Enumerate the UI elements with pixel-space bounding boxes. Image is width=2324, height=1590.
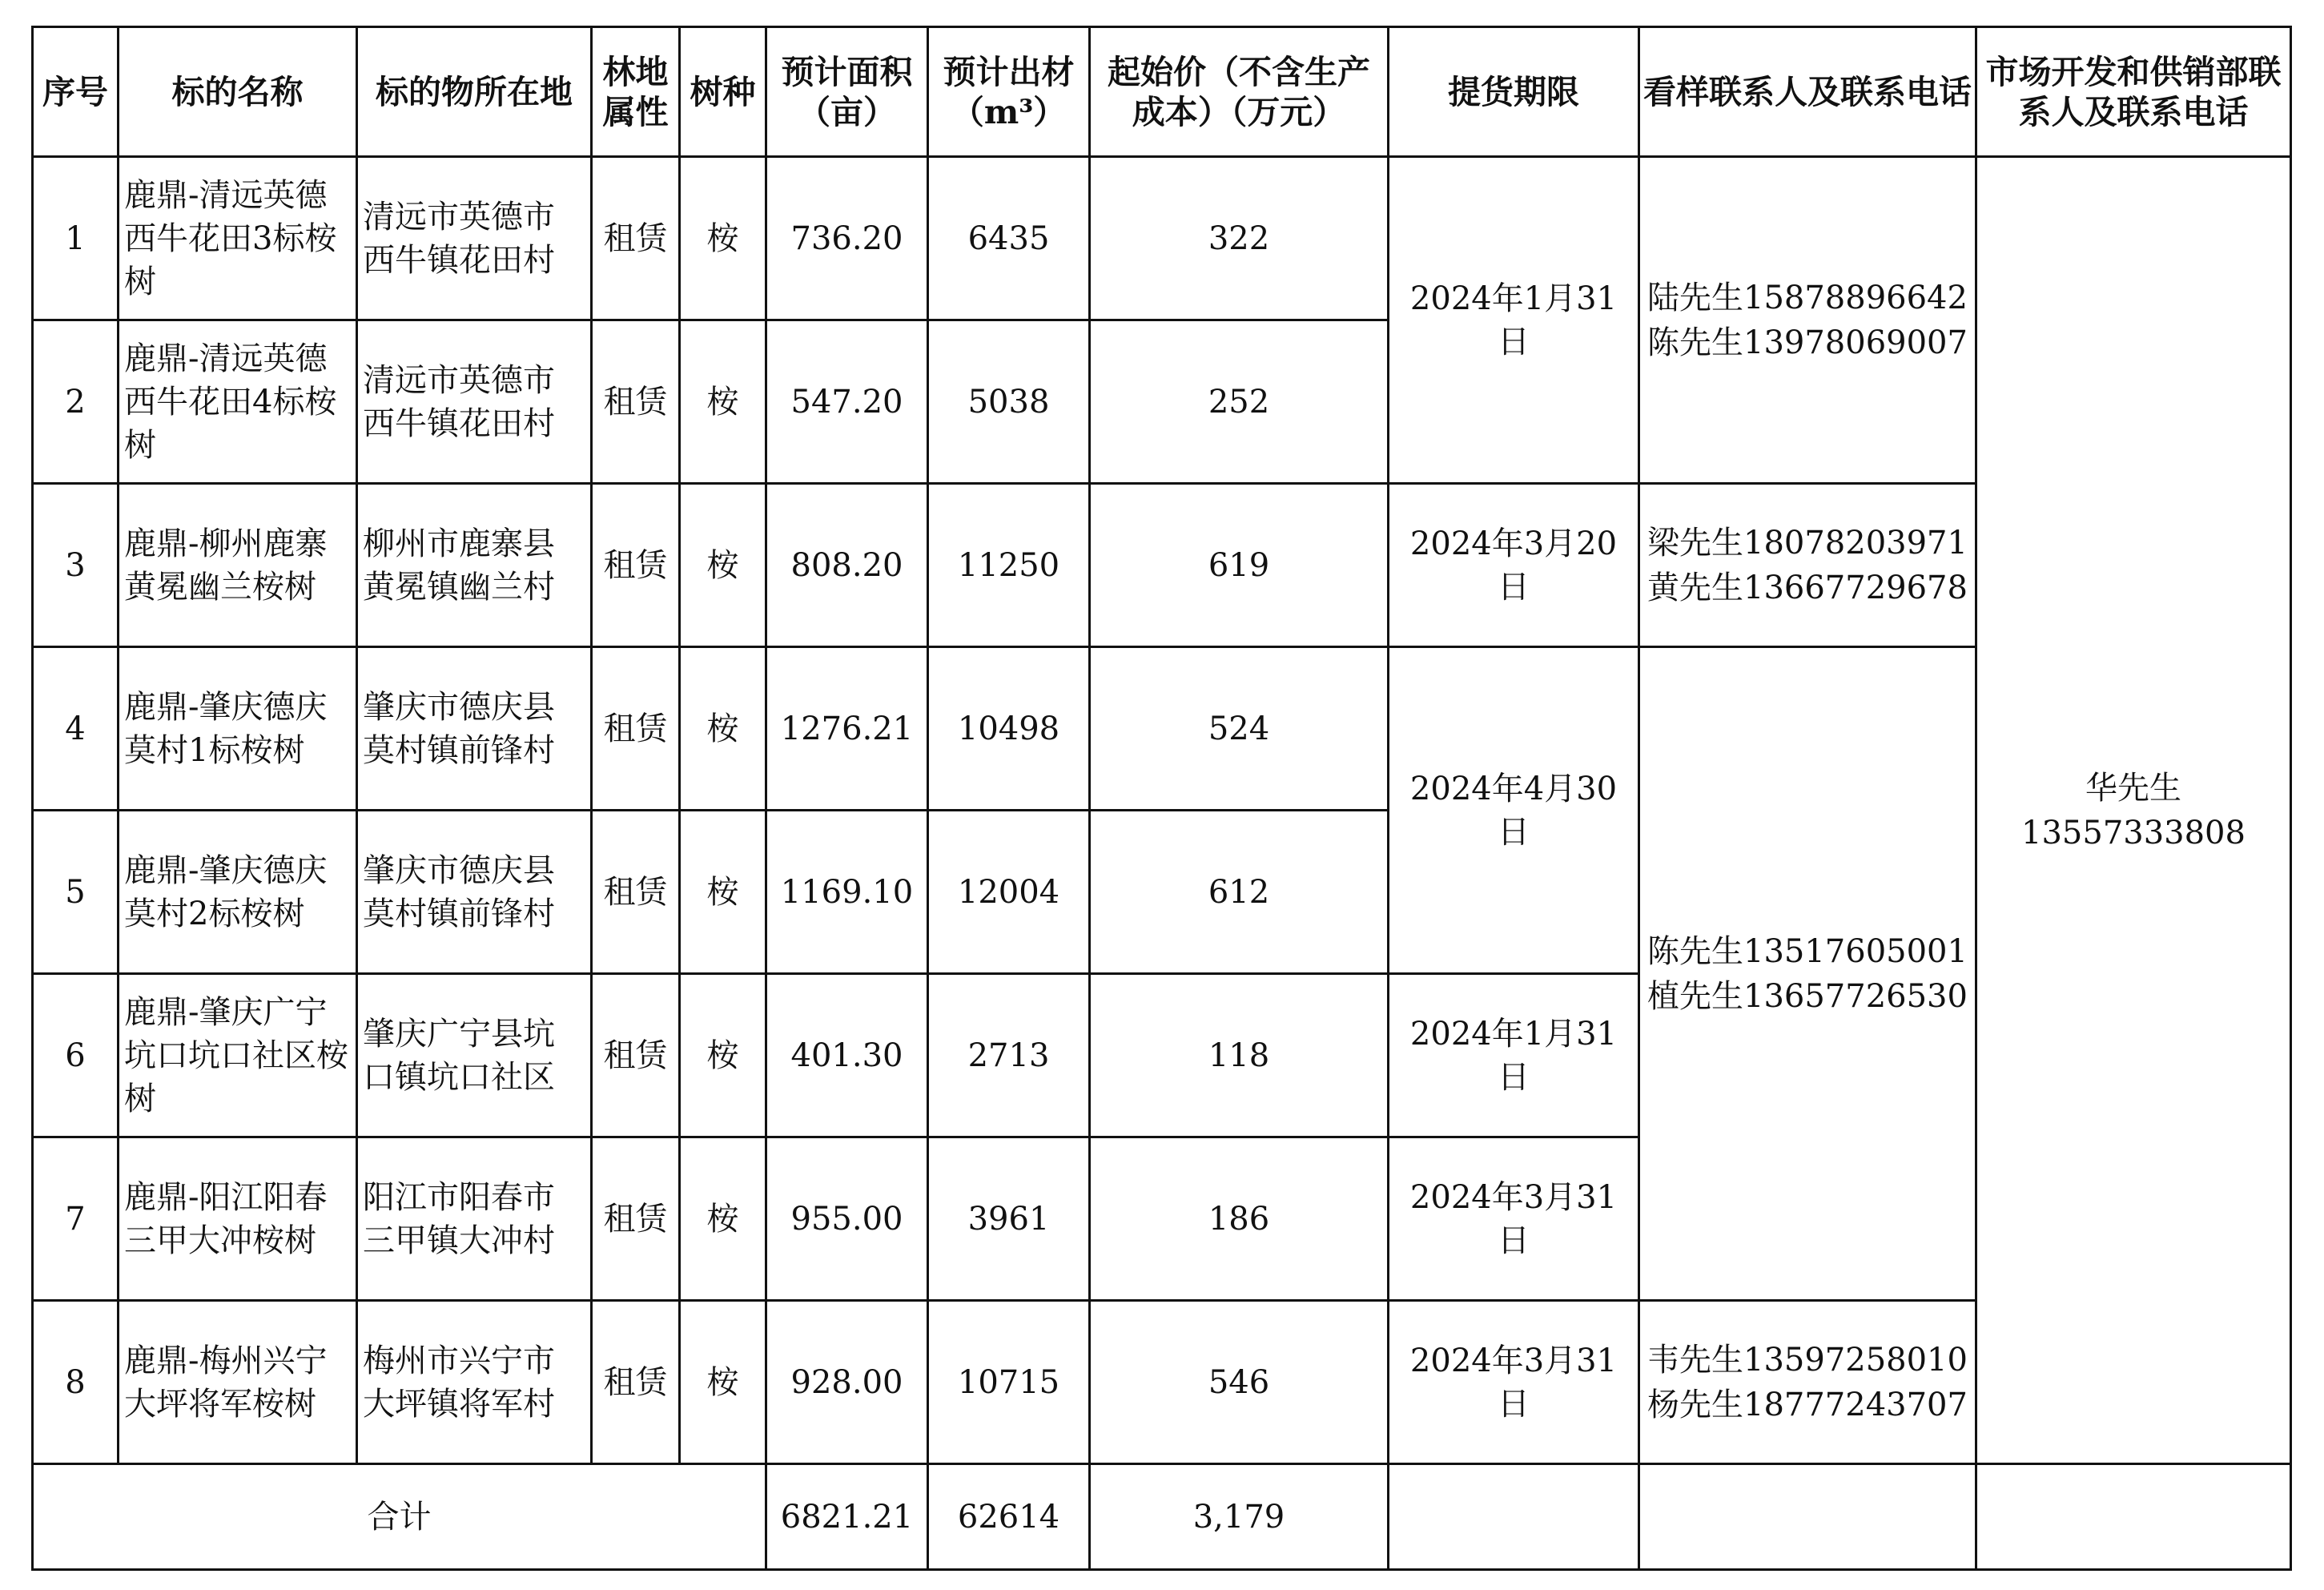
cell-location: 肇庆市德庆县莫村镇前锋村 [357,811,592,974]
cell-deadline: 2024年3月31日 [1389,1301,1639,1464]
cell-area: 1169.10 [766,811,928,974]
cell-land: 租赁 [592,1301,680,1464]
cell-species: 桉 [680,320,766,484]
cell-land: 租赁 [592,320,680,484]
cell-land: 租赁 [592,811,680,974]
total-deadline-empty [1389,1464,1639,1570]
cell-deadline: 2024年1月31日 [1389,157,1639,484]
total-area: 6821.21 [766,1464,928,1570]
market-contact-phone: 13557333808 [2021,814,2246,851]
cell-seq: 1 [33,157,119,320]
cell-land: 租赁 [592,484,680,647]
cell-name: 鹿鼎-肇庆德庆莫村1标桉树 [119,647,357,811]
cell-area: 955.00 [766,1137,928,1301]
cell-deadline: 2024年3月31日 [1389,1137,1639,1301]
header-area: 预计面积（亩） [766,27,928,157]
cell-species: 桉 [680,647,766,811]
cell-name: 鹿鼎-肇庆广宁坑口坑口社区桉树 [119,974,357,1137]
cell-name: 鹿鼎-柳州鹿寨黄冕幽兰桉树 [119,484,357,647]
contact-line: 陈先生13517605001 [1647,932,1968,970]
cell-volume: 3961 [928,1137,1090,1301]
cell-species: 桉 [680,974,766,1137]
cell-deadline: 2024年1月31日 [1389,974,1639,1137]
cell-seq: 6 [33,974,119,1137]
cell-seq: 3 [33,484,119,647]
cell-contact [1639,1301,1976,1464]
header-row [33,27,2291,157]
cell-land: 租赁 [592,974,680,1137]
cell-seq: 7 [33,1137,119,1301]
cell-species: 桉 [680,811,766,974]
cell-price: 252 [1090,320,1389,484]
cell-name: 鹿鼎-肇庆德庆莫村2标桉树 [119,811,357,974]
header-land: 林地属性 [592,27,680,157]
cell-seq: 8 [33,1301,119,1464]
cell-area: 401.30 [766,974,928,1137]
cell-volume: 11250 [928,484,1090,647]
cell-location: 梅州市兴宁市大坪镇将军村 [357,1301,592,1464]
contact-line: 植先生13657726530 [1647,977,1968,1015]
cell-species: 桉 [680,1301,766,1464]
cell-contact [1639,484,1976,647]
contact-line: 黄先生13667729678 [1647,569,1968,606]
table-row [33,157,2291,320]
contact-line: 杨先生18777243707 [1647,1386,1968,1423]
total-price: 3,179 [1090,1464,1389,1570]
cell-seq: 4 [33,647,119,811]
cell-location: 阳江市阳春市三甲镇大冲村 [357,1137,592,1301]
cell-volume: 5038 [928,320,1090,484]
cell-species: 桉 [680,484,766,647]
header-deadline: 提货期限 [1389,27,1639,157]
cell-deadline: 2024年3月20日 [1389,484,1639,647]
cell-price: 546 [1090,1301,1389,1464]
cell-location: 清远市英德市西牛镇花田村 [357,157,592,320]
cell-seq: 5 [33,811,119,974]
header-species: 树种 [680,27,766,157]
cell-area: 736.20 [766,157,928,320]
cell-land: 租赁 [592,647,680,811]
header-contact: 看样联系人及联系电话 [1639,27,1976,157]
total-volume: 62614 [928,1464,1090,1570]
cell-price: 524 [1090,647,1389,811]
market-contact-name: 华先生 [2085,769,2181,807]
table-row [33,1301,2291,1464]
cell-location: 清远市英德市西牛镇花田村 [357,320,592,484]
cell-area: 808.20 [766,484,928,647]
cell-contact [1639,647,1976,1301]
cell-price: 612 [1090,811,1389,974]
contact-line: 梁先生18078203971 [1647,524,1968,562]
cell-price: 186 [1090,1137,1389,1301]
contact-line: 陈先生13978069007 [1647,324,1968,361]
cell-volume: 6435 [928,157,1090,320]
header-location: 标的物所在地 [357,27,592,157]
cell-land: 租赁 [592,157,680,320]
cell-name: 鹿鼎-清远英德西牛花田4标桉树 [119,320,357,484]
table-row [33,647,2291,811]
cell-name: 鹿鼎-阳江阳春三甲大冲桉树 [119,1137,357,1301]
total-row [33,1464,2291,1570]
cell-contact [1639,157,1976,484]
cell-species: 桉 [680,157,766,320]
cell-land: 租赁 [592,1137,680,1301]
total-label: 合计 [33,1464,766,1570]
auction-table [31,26,2292,1571]
cell-price: 118 [1090,974,1389,1137]
cell-market-contact [1976,157,2291,1464]
cell-price: 322 [1090,157,1389,320]
cell-volume: 12004 [928,811,1090,974]
cell-area: 547.20 [766,320,928,484]
cell-location: 肇庆市德庆县莫村镇前锋村 [357,647,592,811]
total-contact-empty [1639,1464,1976,1570]
cell-area: 1276.21 [766,647,928,811]
cell-location: 柳州市鹿寨县黄冕镇幽兰村 [357,484,592,647]
table-row [33,484,2291,647]
total-market-empty [1976,1464,2291,1570]
cell-location: 肇庆广宁县坑口镇坑口社区 [357,974,592,1137]
cell-volume: 2713 [928,974,1090,1137]
contact-line: 韦先生13597258010 [1647,1341,1968,1379]
cell-volume: 10715 [928,1301,1090,1464]
cell-deadline: 2024年4月30日 [1389,647,1639,974]
cell-price: 619 [1090,484,1389,647]
cell-volume: 10498 [928,647,1090,811]
cell-area: 928.00 [766,1301,928,1464]
cell-species: 桉 [680,1137,766,1301]
cell-name: 鹿鼎-清远英德西牛花田3标桉树 [119,157,357,320]
contact-line: 陆先生15878896642 [1647,279,1968,316]
cell-name: 鹿鼎-梅州兴宁大坪将军桉树 [119,1301,357,1464]
cell-seq: 2 [33,320,119,484]
header-market: 市场开发和供销部联系人及联系电话 [1976,27,2291,157]
header-seq: 序号 [33,27,119,157]
header-price: 起始价（不含生产成本）（万元） [1090,27,1389,157]
header-name: 标的名称 [119,27,357,157]
header-volume: 预计出材（m³） [928,27,1090,157]
